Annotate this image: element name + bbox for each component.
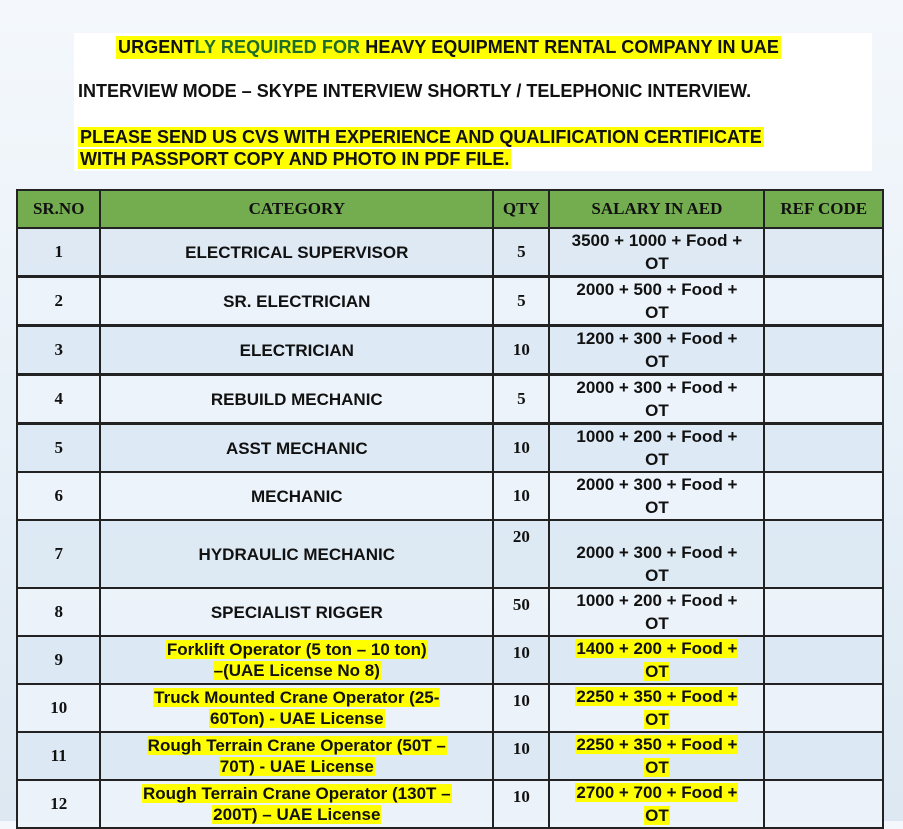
row-refcode bbox=[764, 520, 883, 588]
row-qty: 10 bbox=[493, 780, 549, 828]
row-salary: 2250 + 350 + Food + OT bbox=[549, 684, 764, 732]
row-category: Truck Mounted Crane Operator (25- 60Ton) - UAE License bbox=[100, 684, 493, 732]
col-header-srno: SR.NO bbox=[17, 190, 100, 228]
col-header-qty: QTY bbox=[493, 190, 549, 228]
row-category: SR. ELECTRICIAN bbox=[100, 277, 493, 326]
row-salary: 1200 + 300 + Food + OT bbox=[549, 326, 764, 375]
row-qty: 10 bbox=[493, 636, 549, 684]
row-srno: 7 bbox=[17, 520, 100, 588]
row-refcode bbox=[764, 588, 883, 636]
row-category: SPECIALIST RIGGER bbox=[100, 588, 493, 636]
row-qty: 50 bbox=[493, 588, 549, 636]
table-row bbox=[17, 424, 883, 473]
row-qty: 10 bbox=[493, 326, 549, 375]
row-qty: 5 bbox=[493, 277, 549, 326]
col-header-category: CATEGORY bbox=[100, 190, 493, 228]
table-row bbox=[17, 520, 883, 588]
row-qty: 10 bbox=[493, 732, 549, 780]
row-refcode bbox=[764, 277, 883, 326]
col-header-salary: SALARY IN AED bbox=[549, 190, 764, 228]
row-qty: 5 bbox=[493, 375, 549, 424]
row-salary: 2000 + 500 + Food + OT bbox=[549, 277, 764, 326]
row-qty: 5 bbox=[493, 228, 549, 277]
row-refcode bbox=[764, 375, 883, 424]
row-category: ELECTRICAL SUPERVISOR bbox=[100, 228, 493, 277]
row-refcode bbox=[764, 732, 883, 780]
row-srno: 8 bbox=[17, 588, 100, 636]
row-refcode bbox=[764, 228, 883, 277]
table-row bbox=[17, 375, 883, 424]
row-srno: 12 bbox=[17, 780, 100, 828]
row-srno: 6 bbox=[17, 472, 100, 520]
row-qty: 10 bbox=[493, 424, 549, 473]
row-srno: 5 bbox=[17, 424, 100, 473]
interview-mode-text: INTERVIEW MODE – SKYPE INTERVIEW SHORTLY / TELEPHONIC INTERVIEW. bbox=[78, 81, 752, 101]
table-row bbox=[17, 277, 883, 326]
row-refcode bbox=[764, 636, 883, 684]
row-srno: 3 bbox=[17, 326, 100, 375]
row-salary: 2000 + 300 + Food + OT bbox=[549, 472, 764, 520]
row-refcode bbox=[764, 326, 883, 375]
row-category: Rough Terrain Crane Operator (130T – 200T) – UAE License bbox=[100, 780, 493, 828]
table-row bbox=[17, 228, 883, 277]
row-category: REBUILD MECHANIC bbox=[100, 375, 493, 424]
row-category: HYDRAULIC MECHANIC bbox=[100, 520, 493, 588]
row-srno: 11 bbox=[17, 732, 100, 780]
row-qty: 10 bbox=[493, 472, 549, 520]
row-qty: 10 bbox=[493, 684, 549, 732]
row-refcode bbox=[764, 472, 883, 520]
row-salary: 2250 + 350 + Food + OT bbox=[549, 732, 764, 780]
row-srno: 9 bbox=[17, 636, 100, 684]
row-salary: 1400 + 200 + Food + OT bbox=[549, 636, 764, 684]
urgent-heading: URGENTLY REQUIRED FOR HEAVY EQUIPMENT RENTAL COMPANY IN UAE bbox=[118, 37, 779, 57]
jobs-table bbox=[16, 189, 884, 829]
row-category: ELECTRICIAN bbox=[100, 326, 493, 375]
table-row bbox=[17, 472, 883, 520]
row-category: ASST MECHANIC bbox=[100, 424, 493, 473]
row-refcode bbox=[764, 424, 883, 473]
row-category: MECHANIC bbox=[100, 472, 493, 520]
row-srno: 2 bbox=[17, 277, 100, 326]
row-salary: 2000 + 300 + Food + OT bbox=[549, 375, 764, 424]
row-salary: 3500 + 1000 + Food + OT bbox=[549, 228, 764, 277]
row-srno: 1 bbox=[17, 228, 100, 277]
row-salary: 2700 + 700 + Food + OT bbox=[549, 780, 764, 828]
row-srno: 4 bbox=[17, 375, 100, 424]
send-cv-instructions: PLEASE SEND US CVS WITH EXPERIENCE AND QUALIFICATION CERTIFICATE WITH PASSPORT COPY AND PHOTO IN PDF FILE. bbox=[80, 127, 762, 169]
table-row bbox=[17, 326, 883, 375]
row-salary: 1000 + 200 + Food + OT bbox=[549, 588, 764, 636]
row-srno: 10 bbox=[17, 684, 100, 732]
row-refcode bbox=[764, 684, 883, 732]
row-salary: 1000 + 200 + Food + OT bbox=[549, 424, 764, 473]
table-row bbox=[17, 588, 883, 636]
col-header-refcode: REF CODE bbox=[764, 190, 883, 228]
row-qty: 20 bbox=[493, 520, 549, 588]
table-row bbox=[17, 636, 883, 684]
table-row bbox=[17, 732, 883, 780]
row-category: Rough Terrain Crane Operator (50T – 70T) - UAE License bbox=[100, 732, 493, 780]
table-row bbox=[17, 684, 883, 732]
table-header-row bbox=[17, 190, 883, 228]
row-salary: 2000 + 300 + Food + OT bbox=[549, 520, 764, 588]
row-category: Forklift Operator (5 ton – 10 ton) –(UAE License No 8) bbox=[100, 636, 493, 684]
